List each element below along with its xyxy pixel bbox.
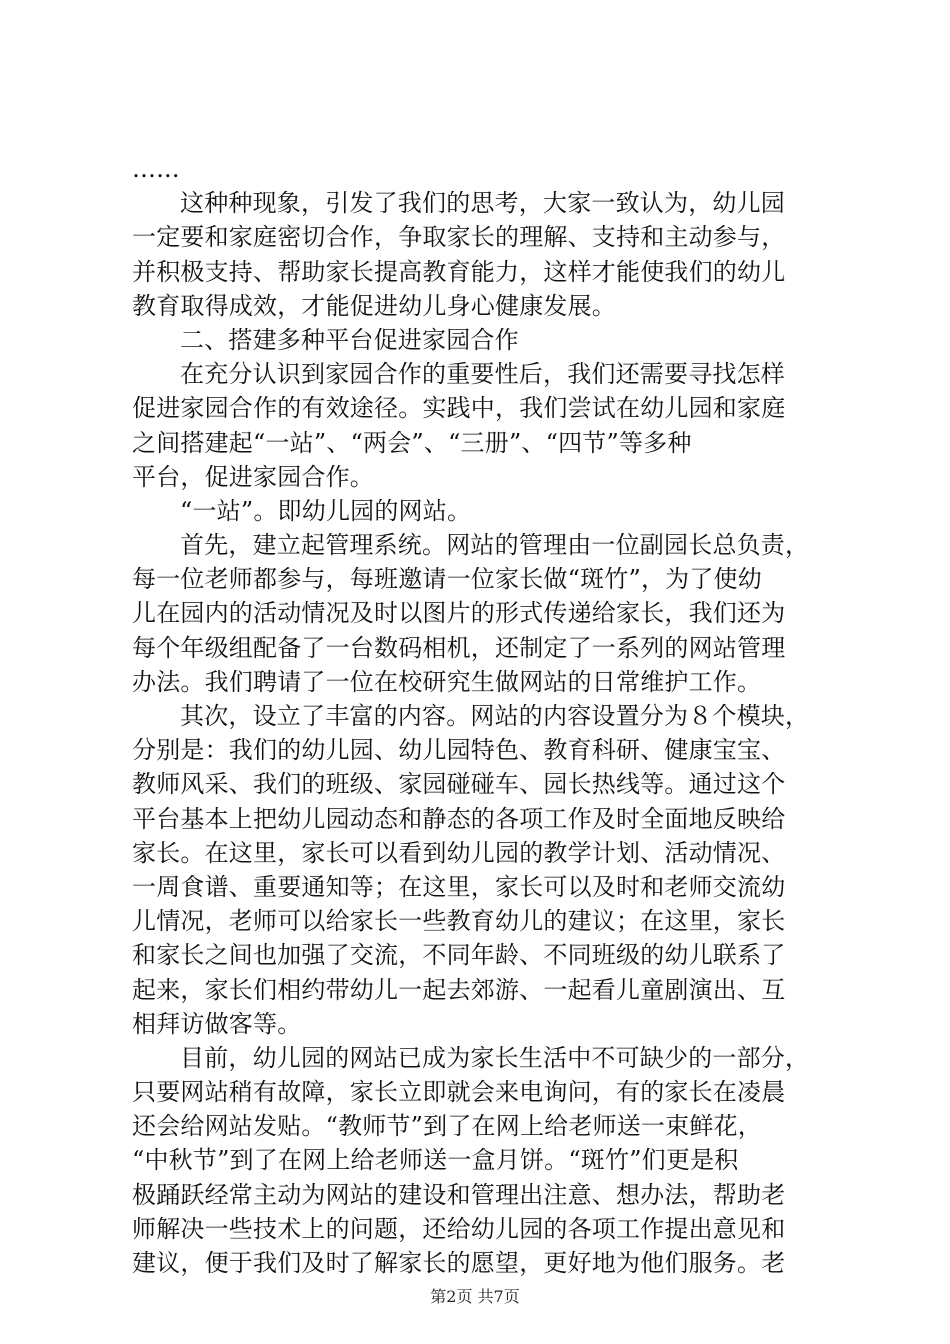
text-line: 还会给网站发贴。“教师节”到了在网上给老师送一束鲜花， [132,1112,762,1141]
text-line: 促进家园合作的有效途径。实践中，我们尝试在幼儿园和家庭 [132,394,786,423]
text-line: 教育取得成效，才能促进幼儿身心健康发展。 [132,291,616,320]
text-line: 起来，家长们相约带幼儿一起去郊游、一起看儿童剧演出、互 [132,975,786,1004]
text-line: 家长。在这里，家长可以看到幼儿园的教学计划、活动情况、 [132,838,786,867]
page-number-footer: 第2页 共7页 [430,1287,520,1306]
text-line: 和家长之间也加强了交流，不同年龄、不同班级的幼儿联系了 [132,941,786,970]
text-line: …... [132,155,180,183]
text-line: 只要网站稍有故障，家长立即就会来电询问，有的家长在凌晨 [132,1078,786,1107]
text-line: 其次，设立了丰富的内容。网站的内容设置分为８个模块， [180,702,810,730]
text-line: 相拜访做客等。 [132,1009,302,1038]
text-line: 一定要和家庭密切合作，争取家长的理解、支持和主动参与， [132,223,786,252]
text-line: “一站”。即幼儿园的网站。 [180,496,472,525]
text-line: 平台，促进家园合作。 [132,462,374,491]
text-line: 每个年级组配备了一台数码相机，还制定了一系列的网站管理 [132,633,786,662]
text-line: 办法。我们聘请了一位在校研究生做网站的日常维护工作。 [132,667,762,696]
section-heading: 二、搭建多种平台促进家园合作 [180,325,519,354]
text-line: 教师风采、我们的班级、家园碰碰车、园长热线等。通过这个 [132,770,786,799]
text-line: 首先，建立起管理系统。网站的管理由一位副园长总负责， [180,531,810,560]
text-line: 这种种现象，引发了我们的思考，大家一致认为，幼儿园 [180,189,785,218]
text-line: 每一位老师都参与，每班邀请一位家长做“斑竹”，为了使幼 [132,565,762,594]
text-line: 之间搭建起“一站”、“两会”、“三册”、“四节”等多种 [132,428,692,457]
text-line: 一周食谱、重要通知等；在这里，家长可以及时和老师交流幼 [132,872,786,901]
text-line: 并积极支持、帮助家长提高教育能力，这样才能使我们的幼儿 [132,257,786,286]
text-line: 分别是：我们的幼儿园、幼儿园特色、教育科研、健康宝宝、 [132,736,786,765]
body-text [132,152,832,1280]
text-line: 平台基本上把幼儿园动态和静态的各项工作及时全面地反映给 [132,804,786,833]
text-line: “中秋节”到了在网上给老师送一盒月饼。“斑竹”们更是积 [132,1146,739,1175]
text-line: 儿情况，老师可以给家长一些教育幼儿的建议；在这里，家长 [132,907,786,936]
text-line: 师解决一些技术上的问题，还给幼儿园的各项工作提出意见和 [132,1214,786,1243]
text-line: 目前，幼儿园的网站已成为家长生活中不可缺少的一部分， [180,1043,810,1072]
text-line: 建议，便于我们及时了解家长的愿望，更好地为他们服务。老 [132,1249,786,1277]
text-line: 极踊跃经常主动为网站的建设和管理出注意、想办法，帮助老 [132,1180,786,1209]
text-line: 儿在园内的活动情况及时以图片的形式传递给家长，我们还为 [132,599,786,628]
text-line: 在充分认识到家园合作的重要性后，我们还需要寻找怎样 [180,360,785,389]
